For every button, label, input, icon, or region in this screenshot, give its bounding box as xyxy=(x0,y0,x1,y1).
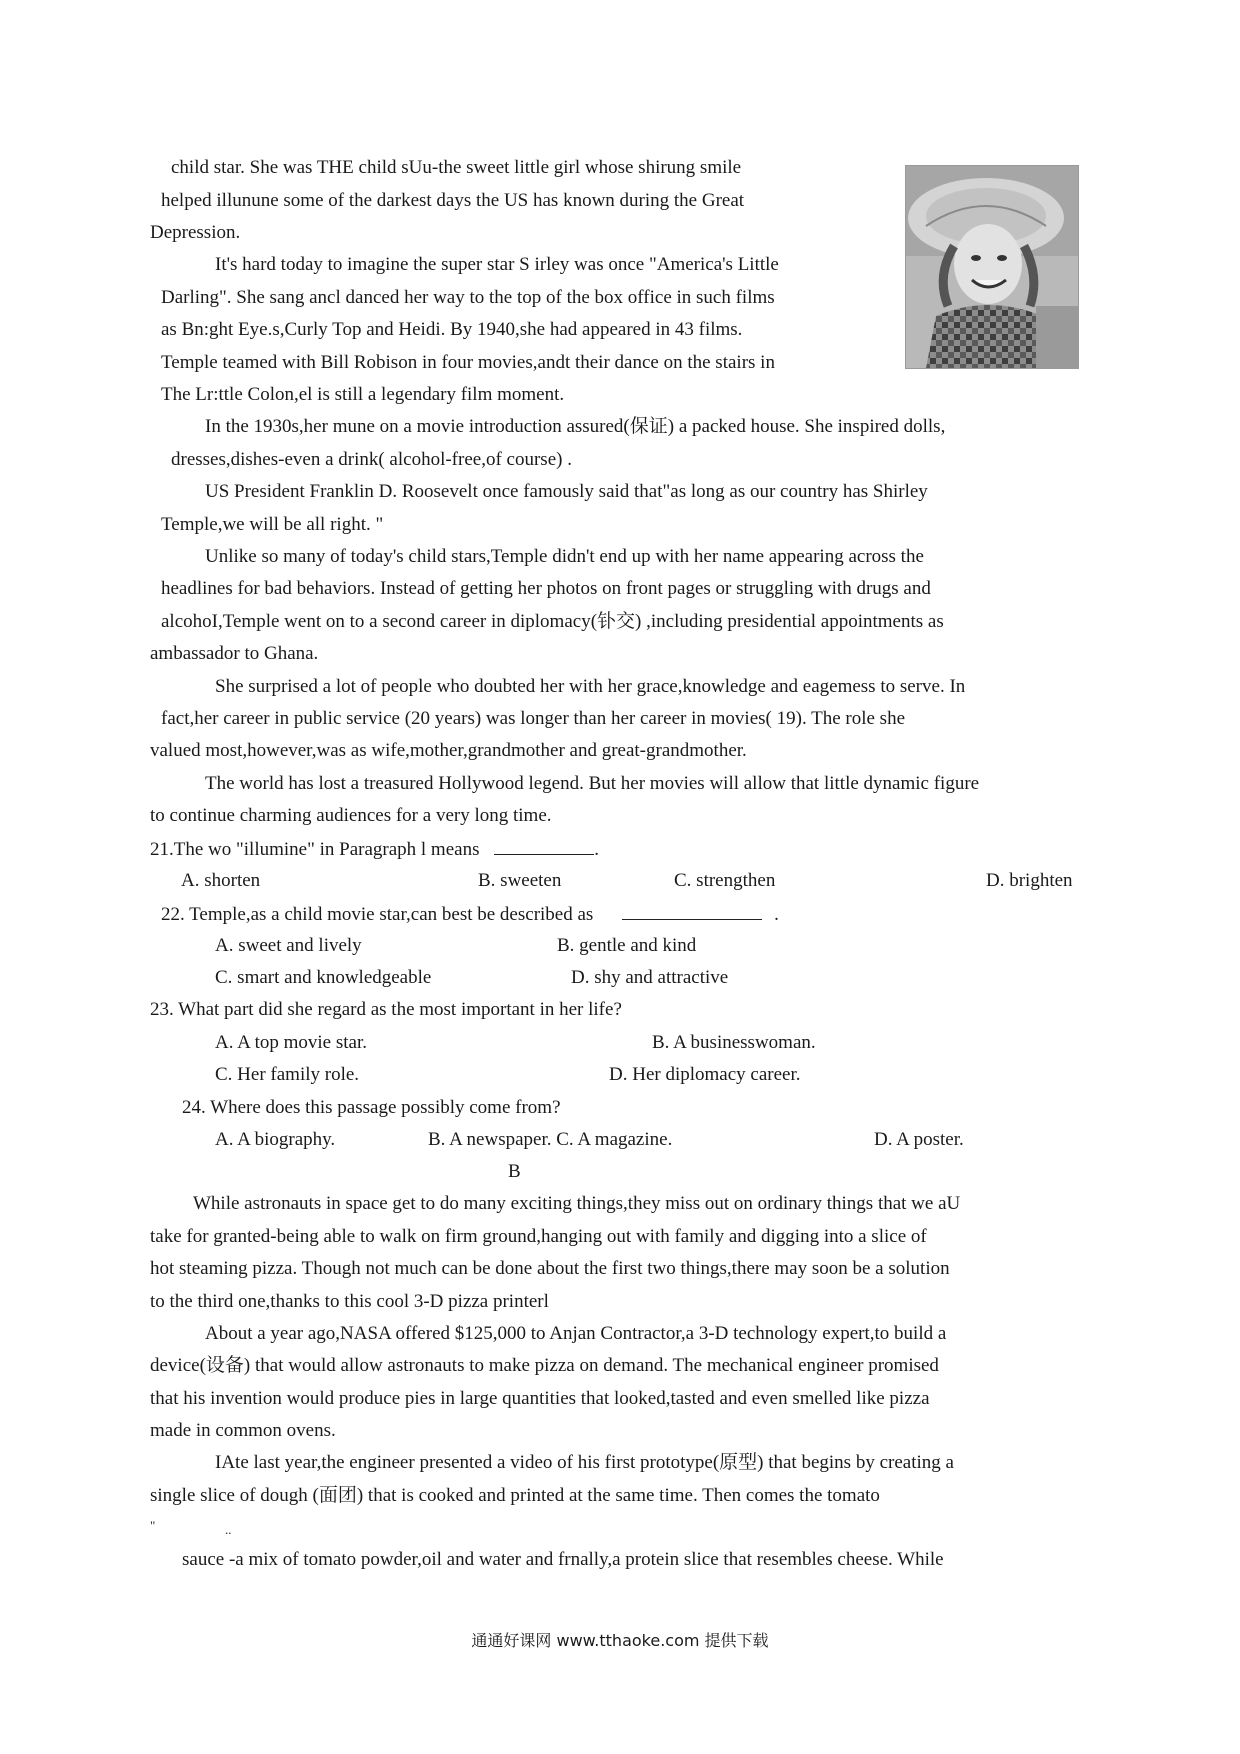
question-22-stem: 22. Temple,as a child movie star,can best be described as xyxy=(161,904,594,925)
option-d: D. A poster. xyxy=(874,1129,964,1150)
passage-b-line: made in common ovens. xyxy=(150,1420,336,1441)
option-a: A. A biography. xyxy=(215,1129,336,1150)
passage-a-line: She surprised a lot of people who doubted her with her grace,knowledge and eagemess to serve. In xyxy=(215,676,966,697)
footer-source: 通通好课网 www.tthaoke.com 提供下载 xyxy=(471,1631,769,1650)
passage-a-line: as Bn:ght Eye.s,Curly Top and Heidi. By 1940,she had appeared in 43 films. xyxy=(161,319,743,340)
option-a: A. shorten xyxy=(181,870,261,891)
option-b-c: B. A newspaper. C. A magazine. xyxy=(428,1129,673,1150)
option-d: D. brighten xyxy=(986,870,1073,891)
shirley-temple-photo xyxy=(905,165,1079,369)
question-21-period: . xyxy=(594,839,599,860)
question-22-period: . xyxy=(774,904,779,925)
passage-a-line: headlines for bad behaviors. Instead of getting her photos on front pages or struggling with drugs and xyxy=(161,578,931,599)
passage-a-line: Depression. xyxy=(150,222,241,243)
passage-b-mark: .. xyxy=(225,1522,232,1537)
option-c: C. Her family role. xyxy=(215,1064,360,1085)
passage-a-line: It's hard today to imagine the super star S irley was once "America's Little xyxy=(215,254,779,275)
passage-b-line: device(设备) that would allow astronauts to make pizza on demand. The mechanical engineer promised xyxy=(150,1355,939,1376)
passage-a-line: ambassador to Ghana. xyxy=(150,643,319,664)
passage-a-line: US President Franklin D. Roosevelt once famously said that"as long as our country has Shirley xyxy=(205,481,928,502)
passage-b-mark: " xyxy=(150,1518,156,1533)
question-21 xyxy=(150,836,599,860)
passage-a-line: helped illunune some of the darkest days the US has known during the Great xyxy=(161,190,745,211)
passage-b-line: take for granted-being able to walk on firm ground,hanging out with family and digging into a slice of xyxy=(150,1226,927,1247)
passage-a-line: fact,her career in public service (20 years) was longer than her career in movies( 19). The role she xyxy=(161,708,906,729)
passage-a-line: to continue charming audiences for a very long time. xyxy=(150,805,552,826)
passage-a-line: dresses,dishes-even a drink( alcohol-free,of course) . xyxy=(171,449,572,470)
option-b: B. gentle and kind xyxy=(557,935,697,956)
option-d: D. shy and attractive xyxy=(571,967,729,988)
option-a: A. sweet and lively xyxy=(215,935,362,956)
passage-b-line: sauce -a mix of tomato powder,oil and water and frnally,a protein slice that resembles cheese. While xyxy=(182,1549,944,1570)
passage-b-line: single slice of dough (面团) that is cooked and printed at the same time. Then comes the tomato xyxy=(150,1485,880,1506)
passage-b-line: to the third one,thanks to this cool 3-D pizza printerl xyxy=(150,1291,549,1312)
option-d: D. Her diplomacy career. xyxy=(609,1064,801,1085)
portrait-illustration xyxy=(906,166,1078,368)
passage-a-line: The Lr:ttle Colon,el is still a legendary film moment. xyxy=(161,384,565,405)
passage-b-line: that his invention would produce pies in large quantities that looked,tasted and even smelled like pizza xyxy=(150,1388,930,1409)
passage-b-line: While astronauts in space get to do many exciting things,they miss out on ordinary things that we aU xyxy=(193,1193,961,1214)
passage-b-line: About a year ago,NASA offered $125,000 to Anjan Contractor,a 3-D technology expert,to build a xyxy=(205,1323,947,1344)
question-22 xyxy=(161,901,779,925)
question-24-stem: 24. Where does this passage possibly come from? xyxy=(182,1097,561,1118)
answer-blank xyxy=(622,901,762,920)
option-c: C. smart and knowledgeable xyxy=(215,967,432,988)
answer-blank xyxy=(494,836,594,855)
passage-b-line: hot steaming pizza. Though not much can be done about the first two things,there may soon be a solution xyxy=(150,1258,950,1279)
section-b-heading: B xyxy=(508,1161,521,1182)
passage-a-line: Temple,we will be all right. " xyxy=(161,514,384,535)
passage-a-line: The world has lost a treasured Hollywood legend. But her movies will allow that little dynamic figure xyxy=(205,773,980,794)
question-23-stem: 23. What part did she regard as the most important in her life? xyxy=(150,999,622,1020)
option-a: A. A top movie star. xyxy=(215,1032,367,1053)
passage-a-line: alcohoI,Temple went on to a second career in diplomacy(钋交) ,including presidential appointments as xyxy=(161,611,944,632)
passage-a-line: Temple teamed with Bill Robison in four movies,andt their dance on the stairs in xyxy=(161,352,775,373)
option-b: B. sweeten xyxy=(478,870,562,891)
passage-a-line: In the 1930s,her mune on a movie introduction assured(保证) a packed house. She inspired dolls, xyxy=(205,416,946,437)
passage-a-line: Darling". She sang ancl danced her way to the top of the box office in such films xyxy=(161,287,775,308)
option-c: C. strengthen xyxy=(674,870,776,891)
option-b: B. A businesswoman. xyxy=(652,1032,816,1053)
passage-a-line: child star. She was THE child sUu-the sweet little girl whose shirung smile xyxy=(171,157,742,178)
passage-a-line: Unlike so many of today's child stars,Temple didn't end up with her name appearing across the xyxy=(205,546,924,567)
question-21-stem: 21.The wo "illumine" in Paragraph l means xyxy=(150,839,480,860)
passage-a-line: valued most,however,was as wife,mother,grandmother and great-grandmother. xyxy=(150,740,747,761)
passage-b-line: IAte last year,the engineer presented a video of his first prototype(原型) that begins by creating a xyxy=(215,1452,954,1473)
